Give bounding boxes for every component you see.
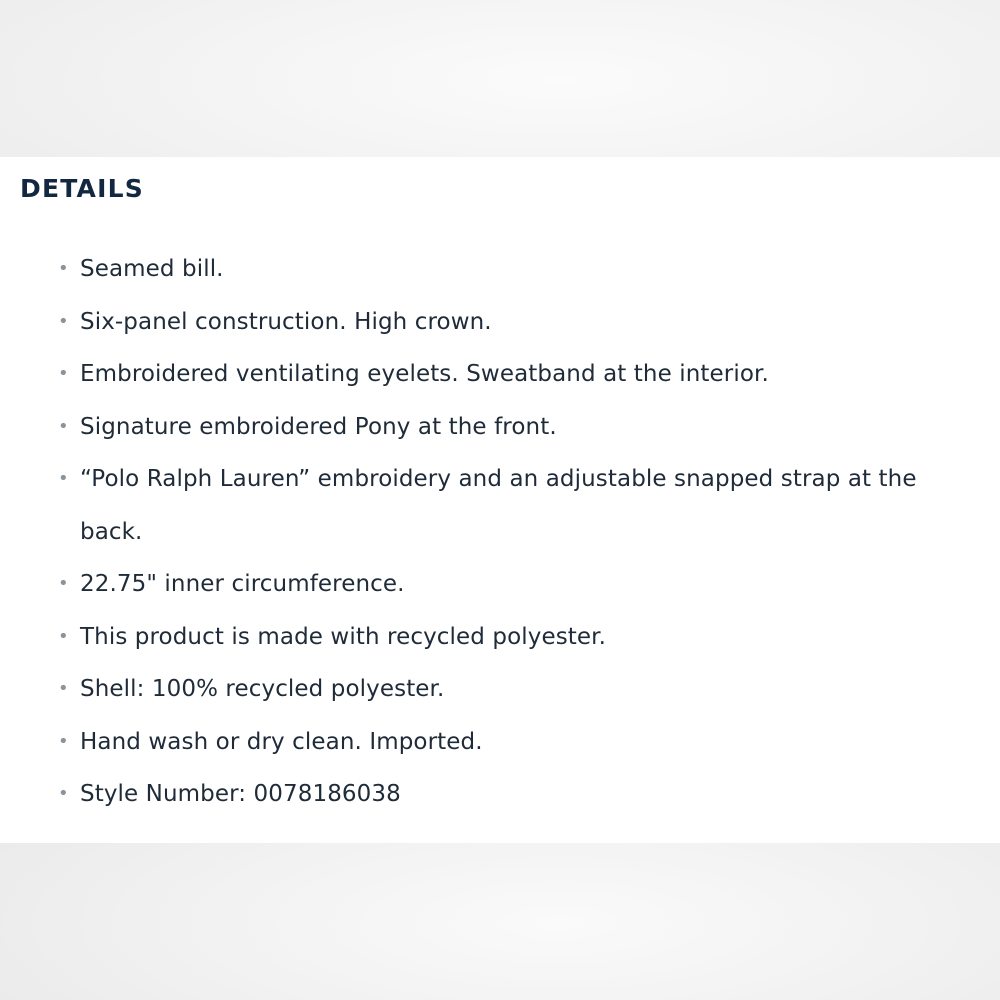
bullet-icon: • [58,415,69,437]
bullet-icon: • [58,258,69,279]
list-item-text: Seamed bill. [80,256,224,282]
bullet-icon: • [58,468,69,489]
list-item-text: “Polo Ralph Lauren” embroidery and an adjustable snapped strap at the back. [80,466,917,545]
background-fade-bottom [0,843,1000,1000]
list-item [58,663,940,716]
list-item [58,296,940,349]
list-item-text: Shell: 100% recycled polyester. [80,676,445,702]
list-item [58,401,940,454]
bullet-icon: • [58,625,69,647]
list-item [58,243,940,296]
background-fade-top [0,0,1000,157]
list-item [58,558,940,611]
list-item [58,611,940,664]
list-item [58,768,940,821]
bullet-icon: • [58,730,69,752]
bullet-icon: • [58,783,69,804]
list-item-text: This product is made with recycled polyester. [80,623,607,650]
bullet-icon: • [58,363,69,384]
details-heading: DETAILS [20,174,144,203]
list-item [58,348,940,401]
bullet-icon: • [58,678,69,699]
list-item [58,453,940,558]
bullet-icon: • [58,573,69,594]
list-item-text: Style Number: 0078186038 [80,781,401,807]
bullet-icon: • [58,310,69,332]
list-item-text: Embroidered ventilating eyelets. Sweatband at the interior. [80,361,769,387]
list-item-text: Six-panel construction. High crown. [80,308,492,335]
list-item [58,716,940,769]
details-panel [0,157,1000,843]
list-item-text: Hand wash or dry clean. Imported. [80,728,483,755]
list-item-text: Signature embroidered Pony at the front. [80,413,557,440]
details-list [58,243,940,821]
list-item-text: 22.75" inner circumference. [80,571,405,597]
